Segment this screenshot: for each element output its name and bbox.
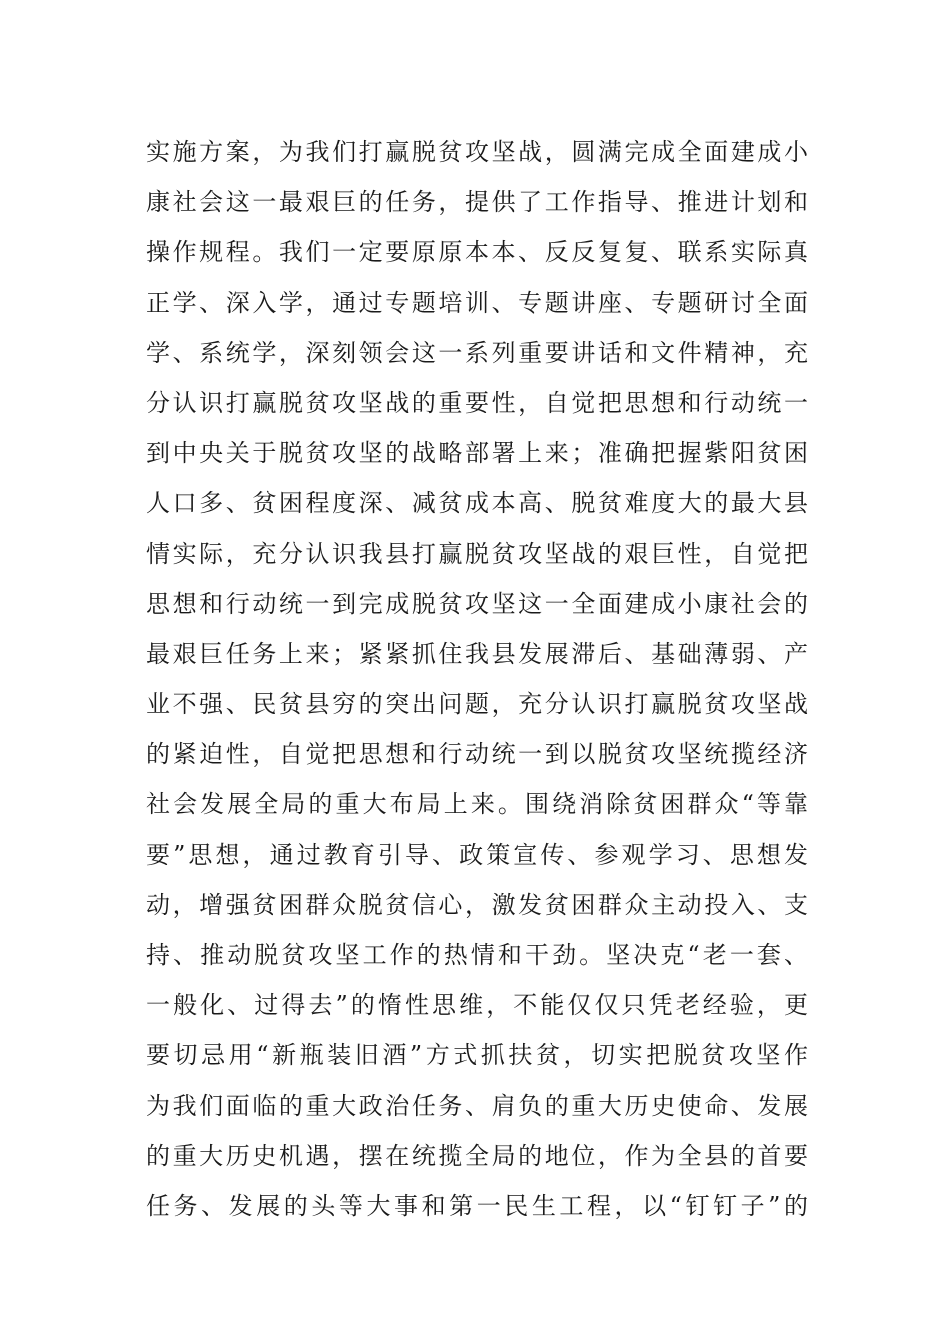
text-line: 到中央关于脱贫攻坚的战略部署上来；准确把握紫阳贫困 — [146, 439, 808, 468]
text-line: 动，增强贫困群众脱贫信心，激发贫困群众主动投入、支 — [146, 890, 808, 919]
text-line: 正学、深入学，通过专题培训、专题讲座、专题研讨全面 — [146, 288, 808, 317]
text-line: 最艰巨任务上来；紧紧抓住我县发展滞后、基础薄弱、产 — [146, 639, 808, 668]
text-line: 持、推动脱贫攻坚工作的热情和干劲。坚决克“老一套、 — [146, 941, 808, 969]
text-line: 情实际，充分认识我县打赢脱贫攻坚战的艰巨性，自觉把 — [146, 539, 808, 568]
text-line: 社会发展全局的重大布局上来。围绕消除贫困群众“等靠 — [146, 790, 808, 819]
text-line: 康社会这一最艰巨的任务，提供了工作指导、推进计划和 — [146, 188, 808, 217]
text-line: 操作规程。我们一定要原原本本、反反复复、联系实际真 — [146, 238, 808, 267]
text-line: 实施方案，为我们打赢脱贫攻坚战，圆满完成全面建成小 — [146, 138, 808, 166]
text-line: 学、系统学，深刻领会这一系列重要讲话和文件精神，充 — [146, 338, 808, 367]
body-paragraph — [146, 127, 808, 1231]
text-line: 一般化、过得去”的惰性思维，不能仅仅只凭老经验，更 — [146, 991, 808, 1020]
text-line: 的紧迫性，自觉把思想和行动统一到以脱贫攻坚统揽经济 — [146, 740, 808, 769]
text-line: 为我们面临的重大政治任务、肩负的重大历史使命、发展 — [146, 1091, 808, 1120]
text-line: 业不强、民贫县穷的突出问题，充分认识打赢脱贫攻坚战 — [146, 690, 808, 719]
text-line: 人口多、贫困程度深、减贫成本高、脱贫难度大的最大县 — [146, 489, 808, 518]
text-line: 的重大历史机遇，摆在统揽全局的地位，作为全县的首要 — [146, 1141, 808, 1170]
text-line: 分认识打赢脱贫攻坚战的重要性，自觉把思想和行动统一 — [146, 388, 808, 417]
text-line: 要切忌用“新瓶装旧酒”方式抓扶贫，切实把脱贫攻坚作 — [146, 1041, 808, 1070]
text-line: 要”思想，通过教育引导、政策宣传、参观学习、思想发 — [146, 840, 808, 869]
text-line: 任务、发展的头等大事和第一民生工程，以“钉钉子”的 — [146, 1191, 808, 1220]
text-line: 思想和行动统一到完成脱贫攻坚这一全面建成小康社会的 — [146, 589, 808, 618]
